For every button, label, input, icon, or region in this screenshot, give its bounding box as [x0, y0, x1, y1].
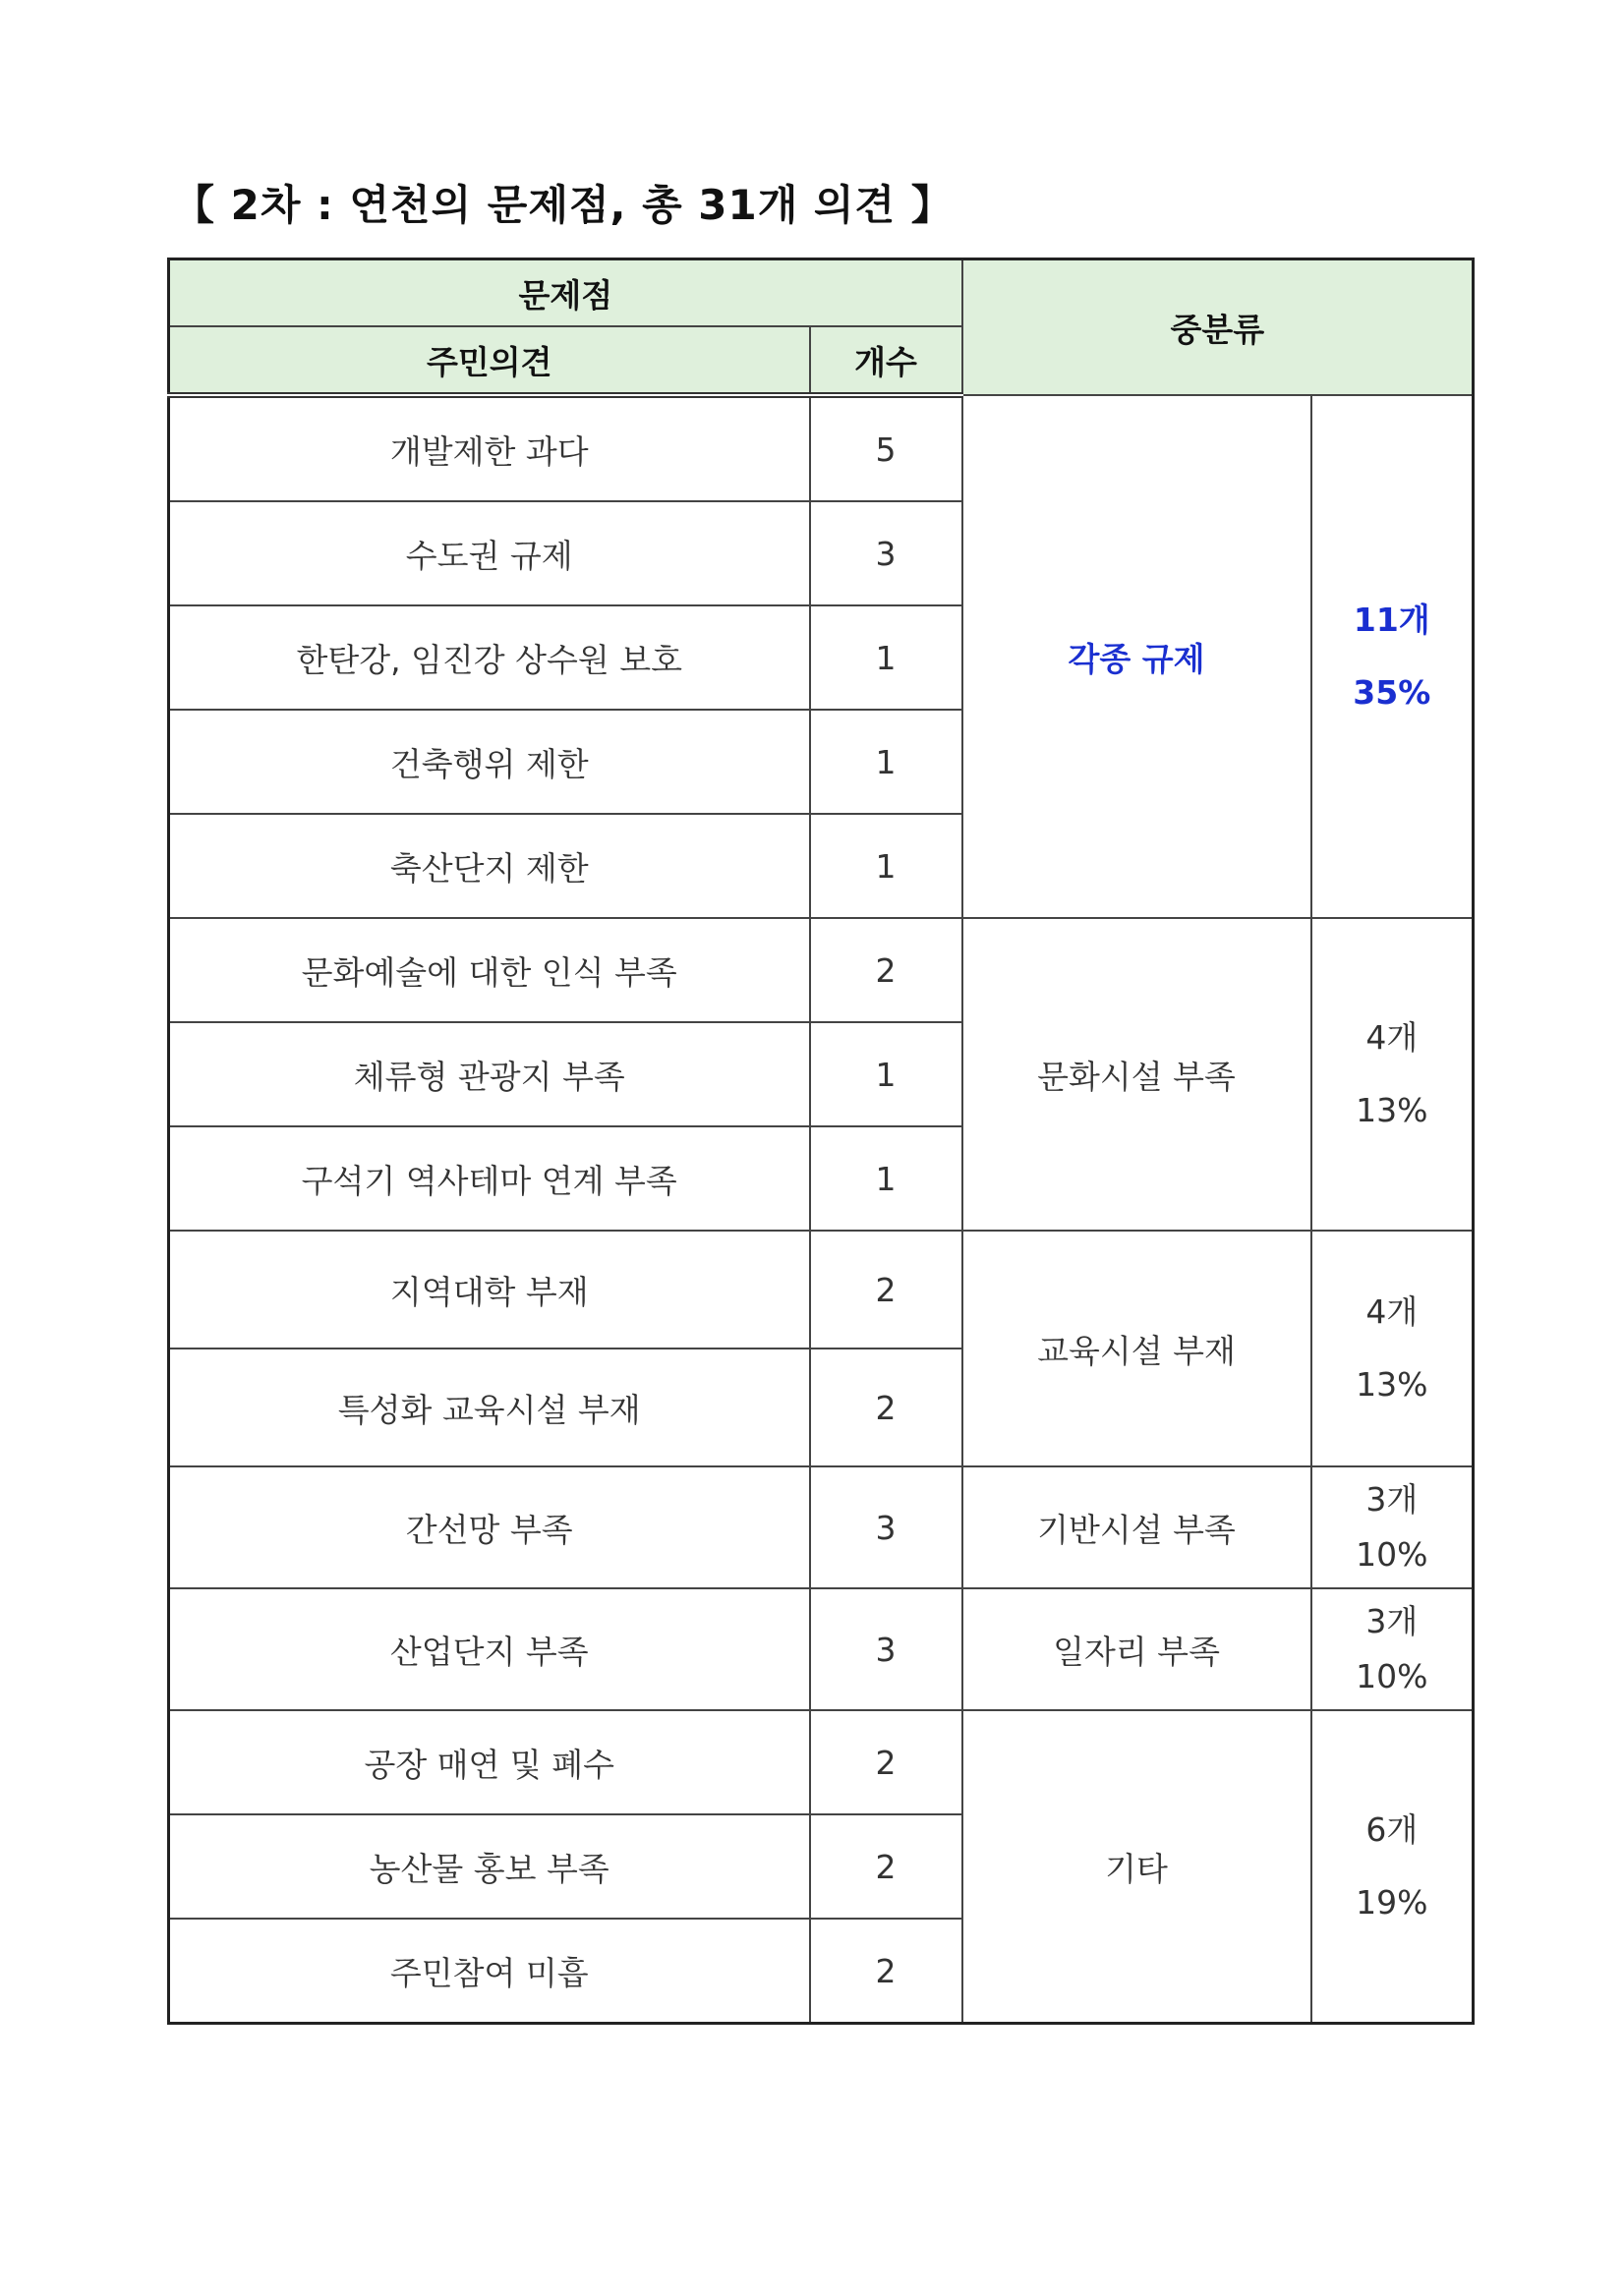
count-cell: 2: [810, 1349, 962, 1466]
header-category: 중분류: [962, 259, 1474, 396]
share-percent: 19%: [1356, 1883, 1428, 1922]
count-cell: 2: [810, 918, 962, 1022]
opinion-cell: 문화예술에 대한 인식 부족: [169, 918, 810, 1022]
count-cell: 1: [810, 605, 962, 710]
opinion-cell: 공장 매연 및 폐수: [169, 1710, 810, 1814]
share-total: 11개: [1353, 601, 1430, 639]
share-total: 6개: [1365, 1810, 1419, 1849]
table-row: [169, 1588, 1474, 1710]
count-cell: 1: [810, 1022, 962, 1126]
opinion-cell: 체류형 관광지 부족: [169, 1022, 810, 1126]
header-count: 개수: [810, 326, 962, 395]
count-cell: 1: [810, 814, 962, 918]
header-opinion: 주민의견: [169, 326, 810, 395]
share-cell: [1311, 1231, 1474, 1466]
category-cell: 문화시설 부족: [962, 918, 1311, 1231]
category-cell: 기반시설 부족: [962, 1466, 1311, 1588]
table-body: [169, 395, 1474, 2024]
category-cell: 교육시설 부재: [962, 1231, 1311, 1466]
count-cell: 3: [810, 501, 962, 605]
opinion-cell: 간선망 부족: [169, 1466, 810, 1588]
table-row: [169, 395, 1474, 501]
opinion-cell: 한탄강, 임진강 상수원 보호: [169, 605, 810, 710]
share-cell: [1311, 1588, 1474, 1710]
share-total: 4개: [1365, 1292, 1419, 1331]
opinion-table: [167, 258, 1475, 2025]
share-percent: 35%: [1353, 673, 1431, 712]
share-percent: 10%: [1356, 1657, 1428, 1695]
category-cell: 일자리 부족: [962, 1588, 1311, 1710]
category-cell: 각종 규제: [962, 395, 1311, 918]
opinion-cell: 특성화 교육시설 부재: [169, 1349, 810, 1466]
header-problem: 문제점: [169, 259, 962, 327]
share-cell: [1311, 395, 1474, 918]
table-row: [169, 1710, 1474, 1814]
opinion-cell: 지역대학 부재: [169, 1231, 810, 1349]
count-cell: 2: [810, 1814, 962, 1919]
share-cell: [1311, 1710, 1474, 2024]
count-cell: 3: [810, 1588, 962, 1710]
share-percent: 10%: [1356, 1535, 1428, 1574]
share-cell: [1311, 918, 1474, 1231]
opinion-cell: 개발제한 과다: [169, 395, 810, 501]
count-cell: 1: [810, 710, 962, 814]
count-cell: 5: [810, 395, 962, 501]
count-cell: 1: [810, 1126, 962, 1231]
count-cell: 3: [810, 1466, 962, 1588]
share-total: 3개: [1365, 1602, 1419, 1640]
share-total: 3개: [1365, 1480, 1419, 1519]
share-total: 4개: [1365, 1018, 1419, 1057]
document-title: 【 2차 : 연천의 문제점, 총 31개 의견 】: [173, 181, 954, 229]
share-cell: [1311, 1466, 1474, 1588]
opinion-cell: 농산물 홍보 부족: [169, 1814, 810, 1919]
opinion-cell: 축산단지 제한: [169, 814, 810, 918]
count-cell: 2: [810, 1919, 962, 2024]
opinion-cell: 구석기 역사테마 연계 부족: [169, 1126, 810, 1231]
count-cell: 2: [810, 1231, 962, 1349]
category-cell: 기타: [962, 1710, 1311, 2024]
opinion-cell: 건축행위 제한: [169, 710, 810, 814]
table-row: [169, 1231, 1474, 1349]
table-row: [169, 918, 1474, 1022]
table-header: [169, 259, 1474, 396]
opinion-cell: 산업단지 부족: [169, 1588, 810, 1710]
share-percent: 13%: [1356, 1091, 1428, 1129]
table-row: [169, 1466, 1474, 1588]
opinion-cell: 주민참여 미흡: [169, 1919, 810, 2024]
share-percent: 13%: [1356, 1365, 1428, 1404]
opinion-cell: 수도권 규제: [169, 501, 810, 605]
count-cell: 2: [810, 1710, 962, 1814]
